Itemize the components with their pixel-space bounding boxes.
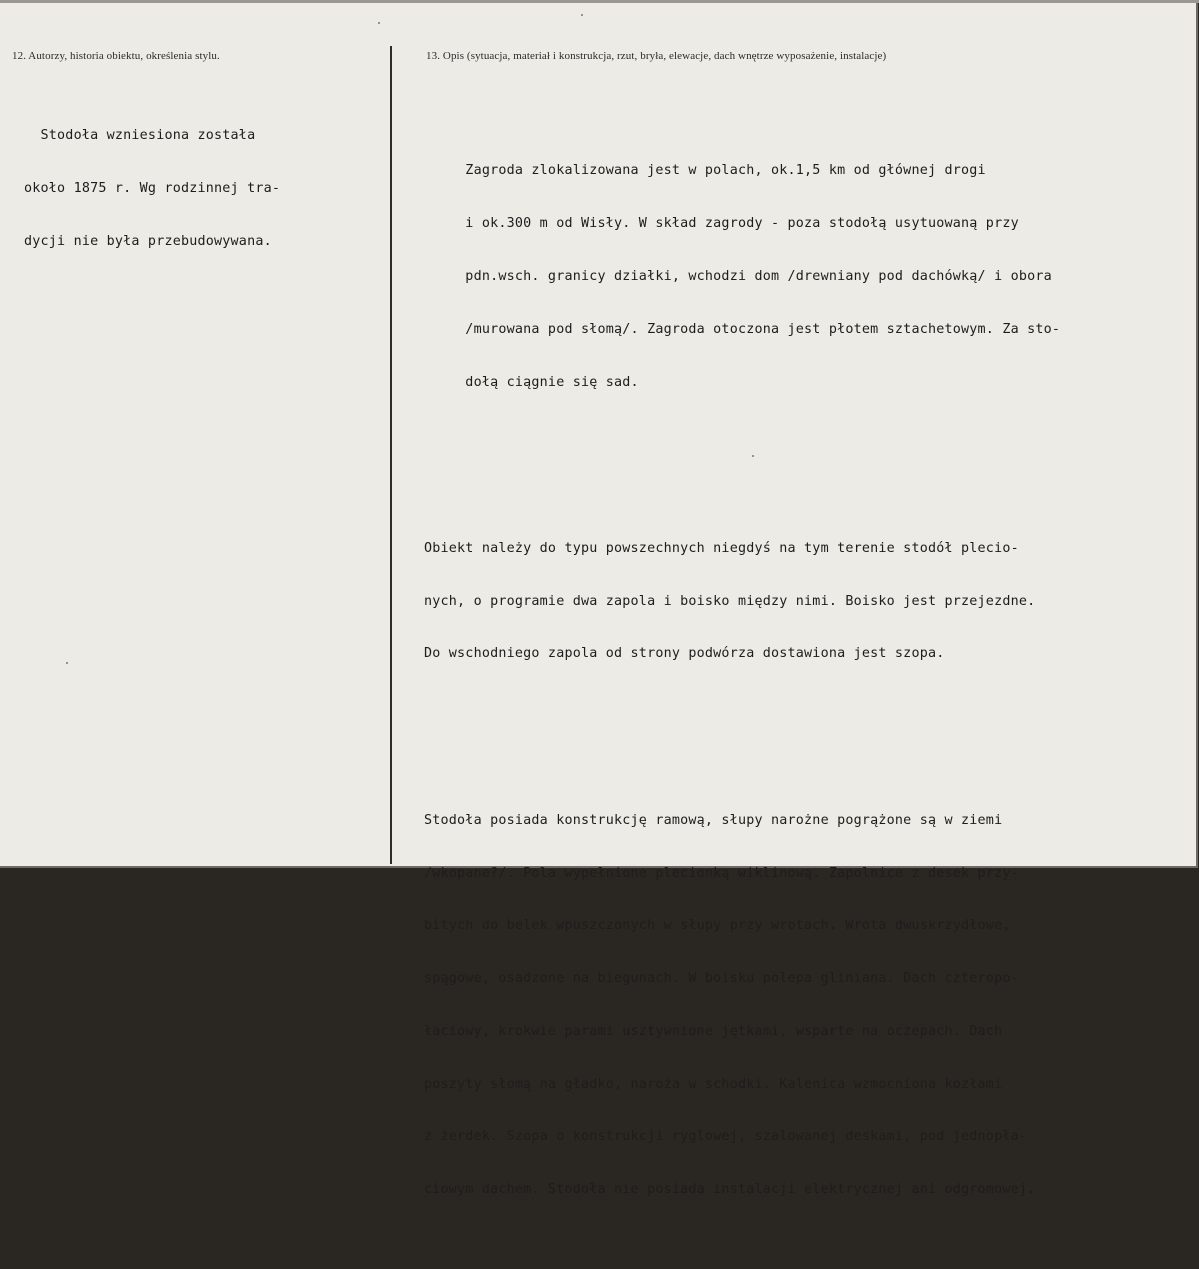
paper-speck bbox=[66, 662, 68, 664]
column-divider bbox=[390, 46, 392, 864]
text-line: łaciowy, krokwie parami usztywnione jętkami, wsparte na oczepach. Dach bbox=[424, 1023, 1003, 1039]
text-line: dycji nie była przebudowywana. bbox=[24, 233, 272, 249]
section-13-text bbox=[424, 92, 1060, 1269]
text-line: Zagroda zlokalizowana jest w polach, ok.1,5 km od głównej drogi bbox=[424, 163, 986, 179]
text-line: bitych do belek wpuszczonych w słupy przy wrotach. Wrota dwuskrzydłowe, bbox=[424, 918, 1011, 934]
text-line: z żerdek. Szopa o konstrukcji ryglowej, szalowanej deskami, pod jednopła- bbox=[424, 1129, 1028, 1145]
text-line: poszyty słomą na gładko, naroża w schodki. Kalenica wzmocniona kozłami bbox=[424, 1076, 1003, 1092]
section-12-text bbox=[24, 92, 280, 286]
text-line: Stodoła wzniesiona została bbox=[24, 128, 256, 144]
text-line: Do wschodniego zapola od strony podwórza dostawiona jest szopa. bbox=[424, 646, 945, 662]
text-line: nych, o programie dwa zapola i boisko między nimi. Boisko jest przejezdne. bbox=[424, 593, 1036, 609]
section-13-header: 13. Opis (sytuacja, materiał i konstrukcja, rzut, bryła, elewacje, dach wnętrze wyposażenie, instalacje) bbox=[426, 50, 887, 62]
text-line: dołą ciągnie się sad. bbox=[424, 374, 639, 390]
text-line: i ok.300 m od Wisły. W skład zagrody - poza stodołą usytuowaną przy bbox=[424, 216, 1019, 232]
card-top-edge bbox=[0, 0, 1199, 3]
text-line: ciowym dachem. Stodoła nie posiada instalacji elektrycznej ani odgromowej. bbox=[424, 1182, 1036, 1198]
paper-speck bbox=[378, 22, 380, 24]
text-line: Obiekt należy do typu powszechnych niegdyś na tym terenie stodół plecio- bbox=[424, 540, 1019, 556]
section-12-header: 12. Autorzy, historia obiektu, określenia stylu. bbox=[12, 50, 220, 62]
text-line: /murowana pod słomą/. Zagroda otoczona jest płotem sztachetowym. Za sto- bbox=[424, 321, 1061, 337]
text-line: około 1875 r. Wg rodzinnej tra- bbox=[24, 180, 281, 196]
text-line: pdn.wsch. granicy działki, wchodzi dom /drewniany pod dachówką/ i obora bbox=[424, 268, 1052, 284]
text-line: Stodoła posiada konstrukcję ramową, słupy narożne pogrążone są w ziemi bbox=[424, 812, 1003, 828]
paragraph-type bbox=[424, 505, 1060, 699]
paper-speck bbox=[752, 455, 754, 457]
paper-speck bbox=[581, 14, 583, 16]
text-line: spągowe, osadzone na biegunach. W boisku polepa gliniana. Dach czteropo- bbox=[424, 971, 1019, 987]
paragraph-setting bbox=[424, 127, 1060, 426]
paragraph-construction bbox=[424, 777, 1060, 1234]
text-line: /wkopane?/. Pola wypełnione plecionką wiklinową. Zapolnice z desek przy- bbox=[424, 865, 1019, 881]
